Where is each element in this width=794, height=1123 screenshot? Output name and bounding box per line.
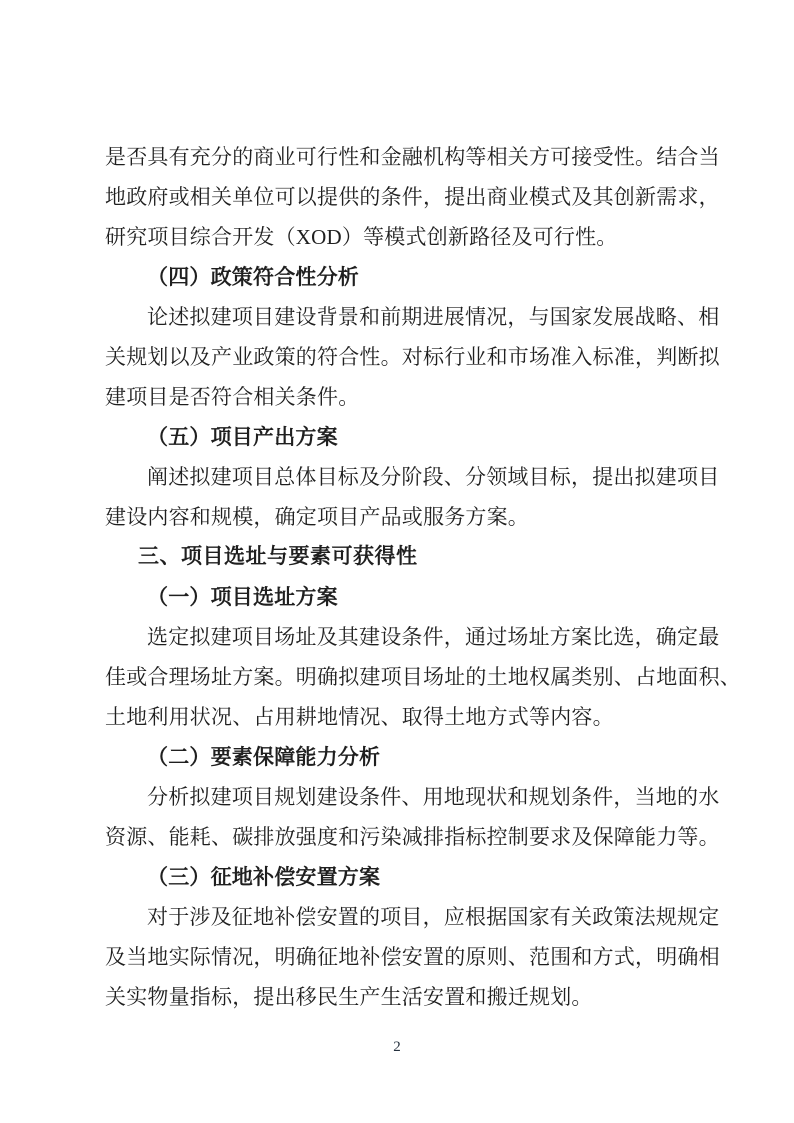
- body-text-line: 关实物量指标，提出移民生产生活安置和搬迁规划。: [105, 985, 593, 1009]
- section-heading: 三、项目选址与要素可获得性: [138, 545, 418, 568]
- subsection-heading: （一）项目选址方案: [147, 585, 338, 609]
- body-text-line: 及当地实际情况，明确征地补偿安置的原则、范围和方式，明确相: [105, 945, 720, 969]
- body-text-line: 对于涉及征地补偿安置的项目，应根据国家有关政策法规规定: [147, 905, 720, 929]
- body-text-line: 关规划以及产业政策的符合性。对标行业和市场准入标准，判断拟: [105, 345, 720, 369]
- body-text-line: 土地利用状况、占用耕地情况、取得土地方式等内容。: [105, 705, 614, 729]
- subsection-heading: （四）政策符合性分析: [147, 265, 359, 289]
- body-text-line: 资源、能耗、碳排放强度和污染减排指标控制要求及保障能力等。: [105, 825, 720, 849]
- subsection-heading: （二）要素保障能力分析: [147, 745, 381, 769]
- body-text-line: 建项目是否符合相关条件。: [105, 385, 360, 409]
- body-text-line: 是否具有充分的商业可行性和金融机构等相关方可接受性。结合当: [105, 145, 720, 169]
- subsection-heading: （三）征地补偿安置方案: [147, 865, 381, 889]
- subsection-heading: （五）项目产出方案: [147, 425, 338, 449]
- document-body: [105, 137, 741, 1017]
- body-text-line: 佳或合理场址方案。明确拟建项目场址的土地权属类别、占地面积、: [105, 665, 741, 689]
- page-number: 2: [393, 1039, 401, 1055]
- body-text-line: 论述拟建项目建设背景和前期进展情况，与国家发展战略、相: [147, 305, 720, 329]
- body-text-line: 选定拟建项目场址及其建设条件，通过场址方案比选，确定最: [147, 625, 720, 649]
- body-text-line: 分析拟建项目规划建设条件、用地现状和规划条件，当地的水: [147, 785, 720, 809]
- body-text-line: 研究项目综合开发（XOD）等模式创新路径及可行性。: [105, 225, 618, 249]
- body-text-line: 建设内容和规模，确定项目产品或服务方案。: [105, 505, 529, 529]
- body-text-line: 阐述拟建项目总体目标及分阶段、分领域目标，提出拟建项目: [147, 465, 720, 489]
- body-text-line: 地政府或相关单位可以提供的条件，提出商业模式及其创新需求，: [105, 185, 720, 209]
